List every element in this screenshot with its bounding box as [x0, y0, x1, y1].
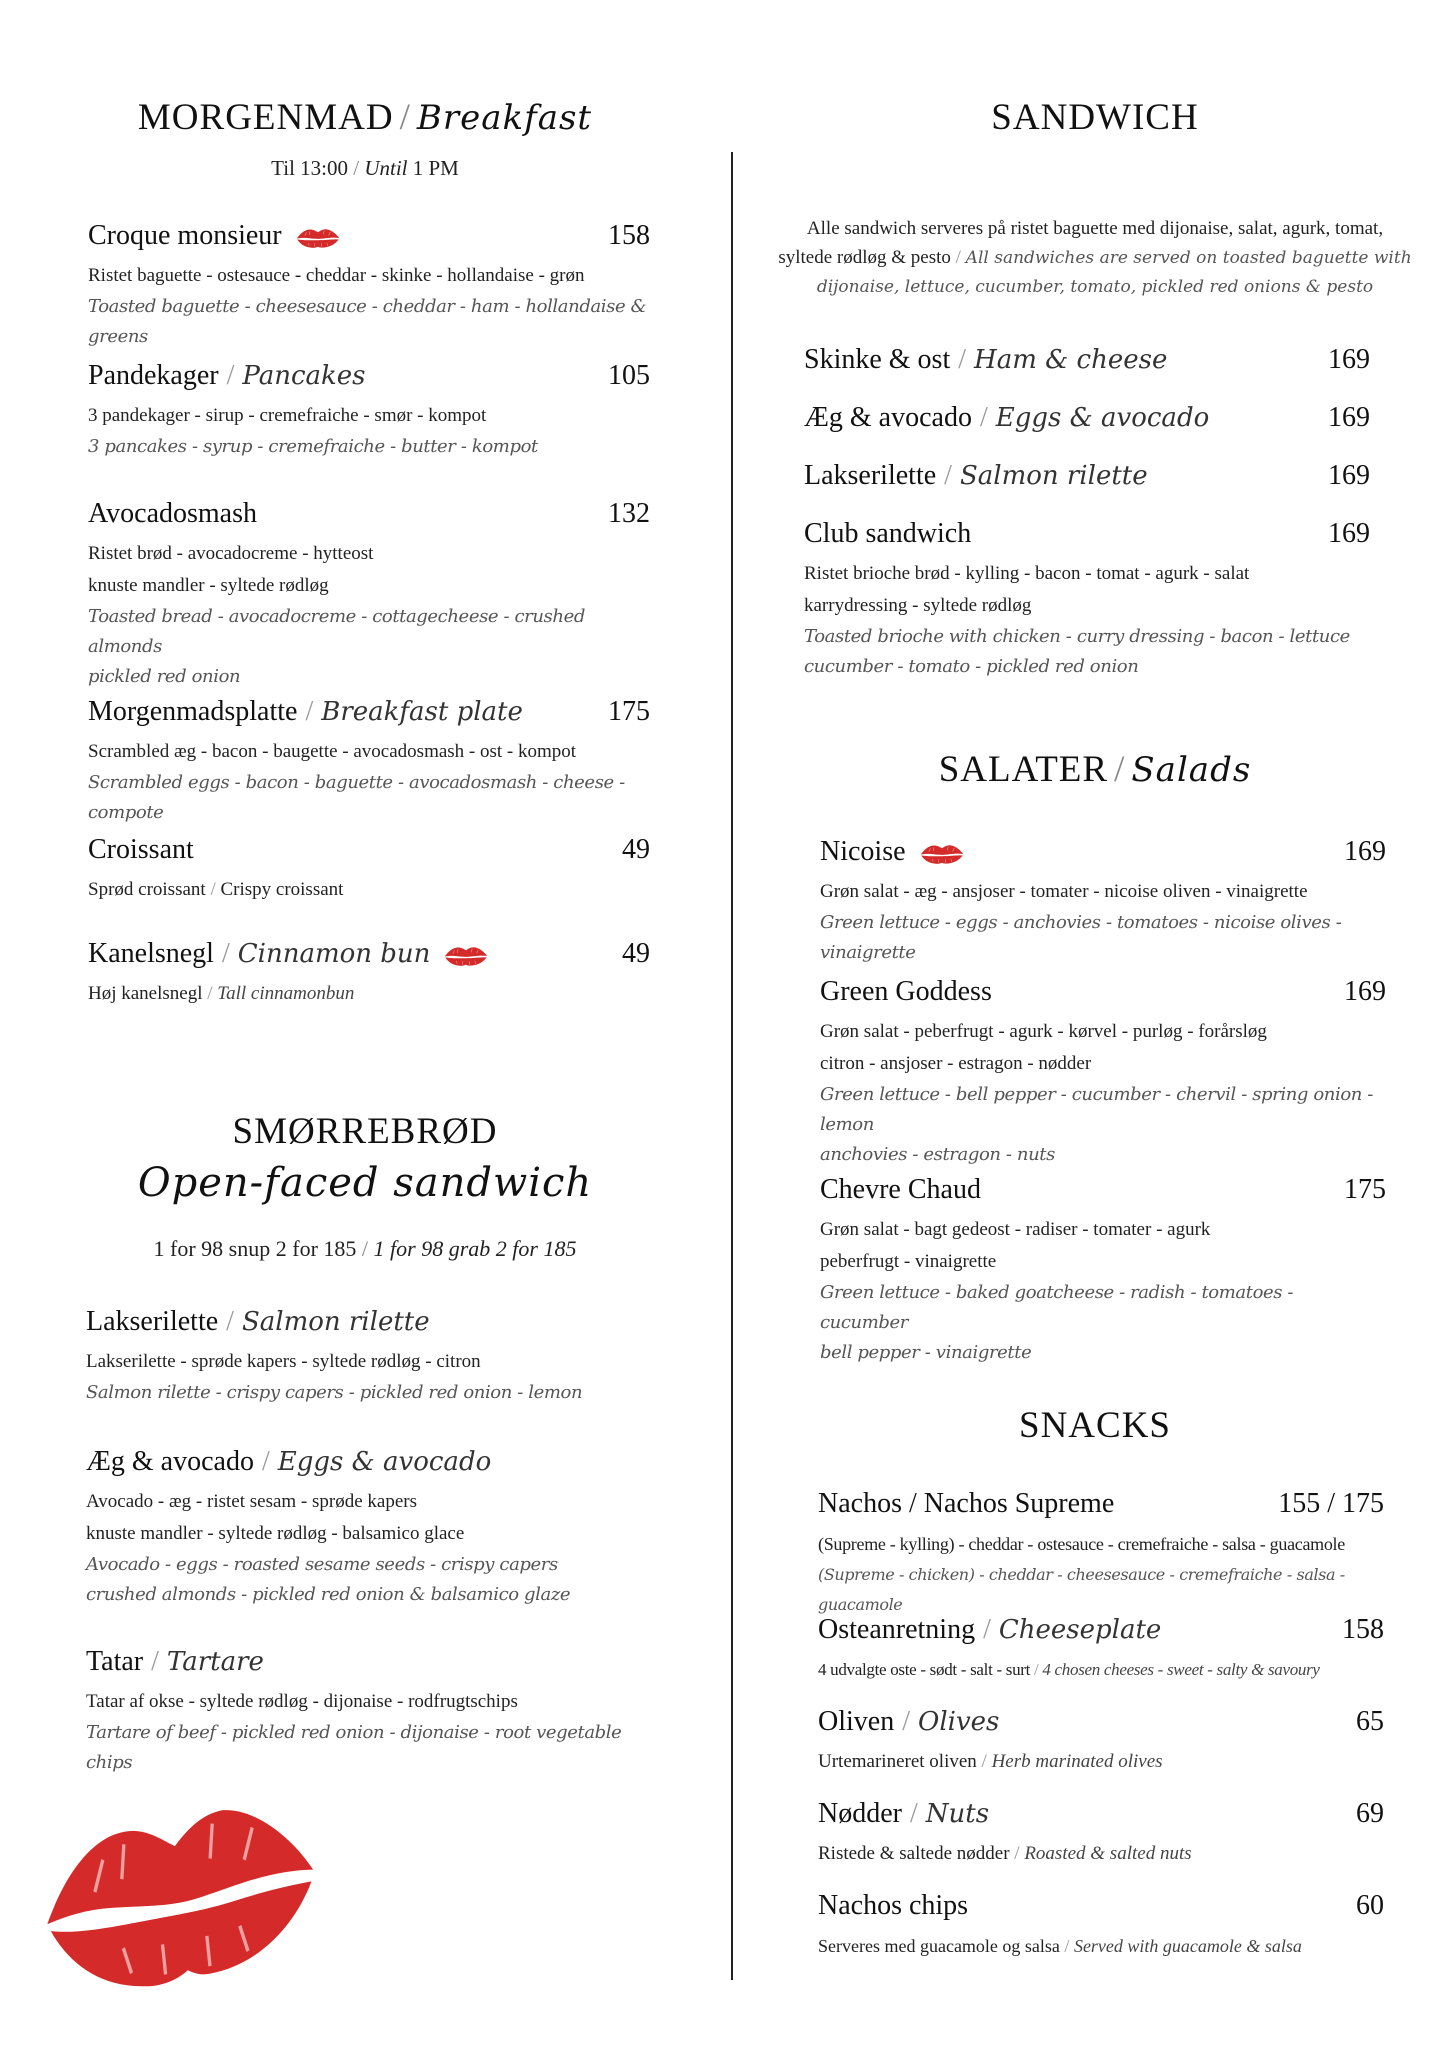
lips-kiss-icon [920, 842, 964, 866]
item-price: 60 [1356, 1890, 1384, 1921]
item-name: Tatar / Tartare [86, 1646, 264, 1677]
item-description-en: Tartare of beef - pickled red onion - dijonaise - root vegetable chips [86, 1722, 622, 1773]
item-description-da: Grøn salat - æg - ansjoser - tomater - nicoise oliven - vinaigrette [820, 881, 1308, 902]
item-price: 132 [608, 498, 650, 529]
item-description-en: Salmon rilette - crispy capers - pickled red onion - lemon [86, 1382, 583, 1403]
item-price: 169 [1328, 344, 1370, 375]
lips-kiss-icon [296, 226, 340, 250]
item-price: 49 [622, 938, 650, 969]
item-name: Avocadosmash [88, 498, 257, 529]
menu-item-cheeseplate [818, 1614, 1384, 1686]
item-description-en: pickled red onion [88, 666, 241, 687]
item-price: 65 [1356, 1706, 1384, 1737]
menu-item-breakfast-plate [88, 696, 650, 828]
item-description: 4 udvalgte oste - sødt - salt - surt / 4 chosen cheeses - sweet - salty & savoury [818, 1660, 1320, 1679]
item-description-en: Green lettuce - eggs - anchovies - tomatoes - nicoise olives - vinaigrette [820, 912, 1342, 963]
sandwich-intro: Alle sandwich serveres på ristet baguette med dijonaise, salat, agurk, tomat, syltede rødløg & pesto / All sandwiches are served on toasted baguette with dijonaise, lettuce, cucumber, tomato, pickled red onions & pesto [778, 218, 1412, 297]
item-description-en: cucumber - tomato - pickled red onion [804, 656, 1139, 677]
item-name: Croissant [88, 834, 194, 865]
item-name: Club sandwich [804, 518, 972, 549]
item-price: 169 [1344, 976, 1386, 1007]
item-name: Pandekager / Pancakes [88, 360, 366, 391]
menu-item-olives [818, 1706, 1384, 1778]
item-name: Lakserilette / Salmon rilette [804, 460, 1148, 491]
item-description-en: 3 pancakes - syrup - cremefraiche - butter - kompot [88, 436, 538, 457]
menu-item-chevre-chaud [820, 1174, 1386, 1368]
menu-item-nachos [818, 1488, 1384, 1620]
item-name: Croque monsieur [88, 220, 340, 252]
item-description-da: knuste mandler - syltede rødløg - balsamico glace [86, 1523, 465, 1544]
item-description-en: Toasted baguette - cheesesauce - cheddar - ham - hollandaise & greens [88, 296, 647, 347]
item-name: Nachos chips [818, 1890, 969, 1921]
menu-item-salmon-rilette-sandwich [804, 460, 1370, 500]
item-description-da: Grøn salat - bagt gedeost - radiser - tomater - agurk [820, 1219, 1211, 1240]
item-description-da: knuste mandler - syltede rødløg [88, 575, 329, 596]
item-description-en: anchovies - estragon - nuts [820, 1144, 1055, 1165]
menu-item-salmon-rilette [86, 1306, 648, 1408]
item-name: Morgenmadsplatte / Breakfast plate [88, 696, 523, 727]
item-description-da: 3 pandekager - sirup - cremefraiche - smør - kompot [88, 405, 487, 426]
sandwich-title: SANDWICH [991, 97, 1199, 138]
menu-item-green-goddess [820, 976, 1386, 1170]
item-price: 169 [1328, 518, 1370, 549]
item-description-da: Ristet baguette - ostesauce - cheddar - skinke - hollandaise - grøn [88, 265, 585, 286]
item-description-en: Green lettuce - bell pepper - cucumber - chervil - spring onion - lemon [820, 1084, 1373, 1135]
item-description: Sprød croissant / Crispy croissant [88, 879, 344, 900]
item-description-en: Avocado - eggs - roasted sesame seeds - crispy capers [86, 1554, 558, 1575]
item-price: 169 [1344, 836, 1386, 867]
item-description-en: Green lettuce - baked goatcheese - radish - tomatoes - cucumber [820, 1282, 1294, 1333]
item-name: Green Goddess [820, 976, 992, 1007]
item-description-en: Toasted brioche with chicken - curry dressing - bacon - lettuce [804, 626, 1350, 647]
item-description-da: Avocado - æg - ristet sesam - sprøde kapers [86, 1491, 417, 1512]
smorrebrod-offer: 1 for 98 snup 2 for 185 / 1 for 98 grab 2 for 185 [153, 1236, 577, 1261]
item-name: Oliven / Olives [818, 1706, 1000, 1737]
smorrebrod-title-en: Open-faced sandwich [137, 1160, 593, 1206]
menu-item-cinnamon-bun [88, 938, 650, 1010]
item-price: 175 [1344, 1174, 1386, 1205]
menu-item-pancakes [88, 360, 650, 462]
menu-item-nuts [818, 1798, 1384, 1870]
item-description-da: karrydressing - syltede rødløg [804, 595, 1032, 616]
lips-kiss-icon [40, 1800, 320, 1990]
menu-item-croque-monsieur [88, 220, 650, 352]
item-description-da: peberfrugt - vinaigrette [820, 1251, 997, 1272]
item-description: Serveres med guacamole og salsa / Served with guacamole & salsa [818, 1936, 1302, 1956]
menu-item-croissant [88, 834, 650, 906]
item-description-da: Ristet brioche brød - kylling - bacon - tomat - agurk - salat [804, 563, 1250, 584]
item-price: 69 [1356, 1798, 1384, 1829]
item-price: 158 [608, 220, 650, 251]
item-description-da: citron - ansjoser - estragon - nødder [820, 1053, 1092, 1074]
item-description-da: Grøn salat - peberfrugt - agurk - kørvel - purløg - forårsløg [820, 1021, 1267, 1042]
item-description-en: (Supreme - chicken) - cheddar - cheesesauce - cremefraiche - salsa - guacamole [818, 1565, 1345, 1614]
menu-item-tartare [86, 1646, 648, 1778]
item-price: 169 [1328, 402, 1370, 433]
item-name: Chevre Chaud [820, 1174, 981, 1205]
menu-item-nicoise [820, 836, 1386, 968]
item-price: 175 [608, 696, 650, 727]
item-description-da: (Supreme - kylling) - cheddar - ostesauce - cremefraiche - salsa - guacamole [818, 1534, 1345, 1554]
item-description-en: Scrambled eggs - bacon - baguette - avocadosmash - cheese - compote [88, 772, 625, 823]
item-description: Urtemarineret oliven / Herb marinated olives [818, 1751, 1163, 1772]
item-name: Nachos / Nachos Supreme [818, 1488, 1115, 1519]
item-description-da: Scrambled æg - bacon - baugette - avocadosmash - ost - kompot [88, 741, 577, 762]
menu-item-avocadosmash [88, 498, 650, 692]
item-name: Æg & avocado / Eggs & avocado [804, 402, 1210, 433]
item-description: Ristede & saltede nødder / Roasted & salted nuts [818, 1843, 1192, 1864]
menu-item-eggs-avocado-sandwich [804, 402, 1370, 442]
menu-item-eggs-avocado [86, 1446, 648, 1610]
item-name: Nødder / Nuts [818, 1798, 990, 1829]
salads-title: SALATER / Salads [938, 749, 1252, 790]
item-price: 155 / 175 [1278, 1488, 1384, 1519]
item-name: Kanelsnegl / Cinnamon bun [88, 938, 488, 970]
menu-item-ham-cheese [804, 344, 1370, 384]
item-name: Lakserilette / Salmon rilette [86, 1306, 430, 1337]
item-description-da: Tatar af okse - syltede rødløg - dijonaise - rodfrugtschips [86, 1691, 518, 1712]
item-price: 49 [622, 834, 650, 865]
item-description: Høj kanelsnegl / Tall cinnamonbun [88, 983, 355, 1004]
breakfast-hours: Til 13:00 / Until 1 PM [271, 156, 459, 180]
item-name: Nicoise [820, 836, 964, 868]
item-description-en: crushed almonds - pickled red onion & balsamico glaze [86, 1584, 571, 1605]
item-description-da: Ristet brød - avocadocreme - hytteost [88, 543, 374, 564]
menu-item-club-sandwich [804, 518, 1370, 682]
lips-kiss-icon [444, 944, 488, 968]
smorrebrod-title: SMØRREBRØD [232, 1111, 498, 1152]
item-name: Skinke & ost / Ham & cheese [804, 344, 1168, 375]
menu-item-nachos-chips [818, 1890, 1384, 1962]
item-description-da: Lakserilette - sprøde kapers - syltede rødløg - citron [86, 1351, 481, 1372]
item-name: Osteanretning / Cheeseplate [818, 1614, 1162, 1645]
item-name: Æg & avocado / Eggs & avocado [86, 1446, 492, 1477]
column-divider [731, 152, 733, 1980]
item-description-en: Toasted bread - avocadocreme - cottagecheese - crushed almonds [88, 606, 585, 657]
item-price: 105 [608, 360, 650, 391]
snacks-title: SNACKS [1019, 1405, 1171, 1446]
item-description-en: bell pepper - vinaigrette [820, 1342, 1032, 1363]
breakfast-title: MORGENMAD / Breakfast [137, 97, 593, 138]
item-price: 169 [1328, 460, 1370, 491]
item-price: 158 [1342, 1614, 1384, 1645]
